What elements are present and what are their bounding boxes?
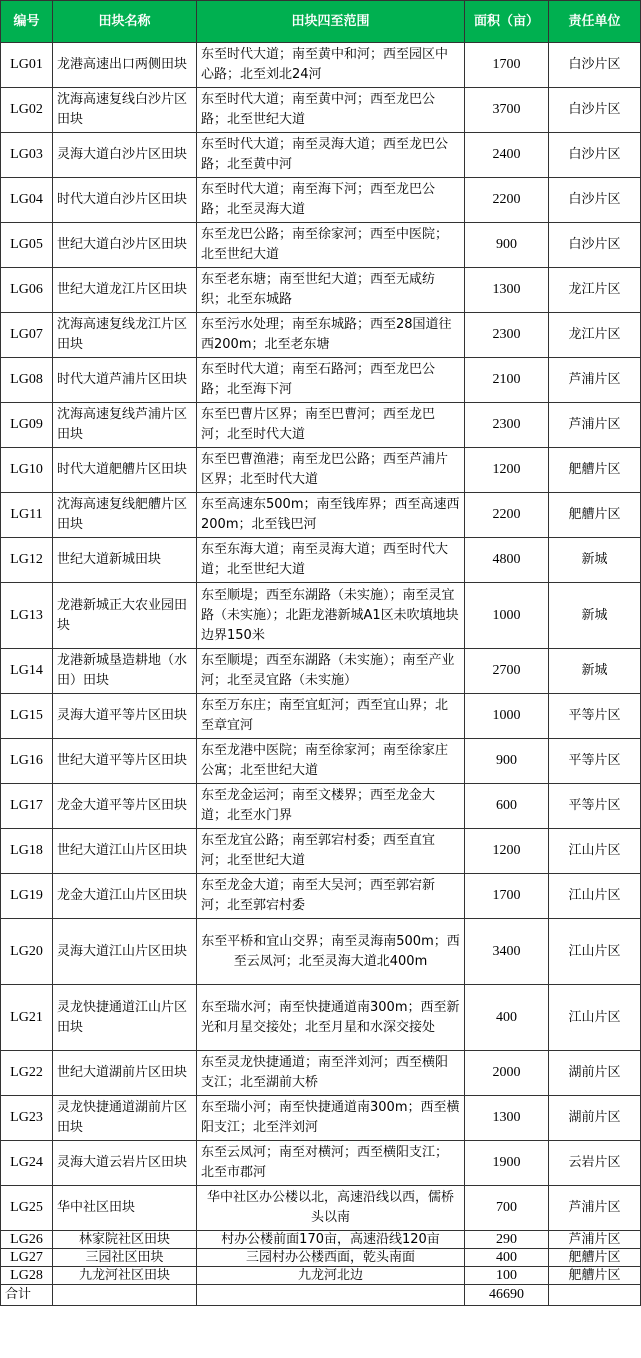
table-row <box>1 88 641 133</box>
total-empty-range <box>197 1285 465 1306</box>
table-row <box>1 874 641 919</box>
cell-unit: 芦浦片区 <box>549 1231 641 1249</box>
cell-range: 华中社区办公楼以北，高速沿线以西，儒桥头以南 <box>197 1186 465 1231</box>
cell-unit: 平等片区 <box>549 784 641 829</box>
cell-range: 东至时代大道；南至灵海大道；西至龙巴公路；北至黄中河 <box>197 133 465 178</box>
cell-unit: 新城 <box>549 538 641 583</box>
cell-area: 2300 <box>465 403 549 448</box>
header-range: 田块四至范围 <box>197 1 465 43</box>
cell-name: 灵海大道江山片区田块 <box>53 919 197 985</box>
cell-code: LG08 <box>1 358 53 403</box>
table-row <box>1 223 641 268</box>
cell-code: LG15 <box>1 694 53 739</box>
table-row <box>1 694 641 739</box>
cell-range: 东至龙巴公路；南至徐家河；西至中医院；北至世纪大道 <box>197 223 465 268</box>
cell-unit: 白沙片区 <box>549 133 641 178</box>
cell-name: 世纪大道江山片区田块 <box>53 829 197 874</box>
cell-range: 东至顺堤；西至东湖路（未实施）；南至产业河；北至灵宜路（未实施） <box>197 649 465 694</box>
cell-unit: 平等片区 <box>549 694 641 739</box>
cell-name: 三园社区田块 <box>53 1249 197 1267</box>
cell-unit: 新城 <box>549 649 641 694</box>
table-row <box>1 1141 641 1186</box>
cell-code: LG03 <box>1 133 53 178</box>
cell-code: LG05 <box>1 223 53 268</box>
cell-unit: 湖前片区 <box>549 1051 641 1096</box>
cell-unit: 白沙片区 <box>549 43 641 88</box>
cell-range: 东至巴曹片区界；南至巴曹河；西至龙巴河；北至时代大道 <box>197 403 465 448</box>
cell-name: 世纪大道龙江片区田块 <box>53 268 197 313</box>
cell-range: 东至瑞水河；南至快捷通道南300m；西至新光和月星交接处；北至月星和水深交接处 <box>197 985 465 1051</box>
cell-name: 时代大道舥艚片区田块 <box>53 448 197 493</box>
cell-name: 世纪大道白沙片区田块 <box>53 223 197 268</box>
cell-name: 沈海高速复线舥艚片区田块 <box>53 493 197 538</box>
table-row <box>1 1249 641 1267</box>
cell-code: LG19 <box>1 874 53 919</box>
cell-area: 290 <box>465 1231 549 1249</box>
cell-area: 2200 <box>465 178 549 223</box>
cell-code: LG06 <box>1 268 53 313</box>
cell-range: 东至万东庄；南至宜虹河；西至宜山界；北至章宜河 <box>197 694 465 739</box>
table-row <box>1 493 641 538</box>
cell-area: 1300 <box>465 1096 549 1141</box>
cell-unit: 白沙片区 <box>549 223 641 268</box>
cell-code: LG10 <box>1 448 53 493</box>
cell-area: 100 <box>465 1267 549 1285</box>
cell-code: LG16 <box>1 739 53 784</box>
cell-range: 东至时代大道；南至海下河；西至龙巴公路；北至灵海大道 <box>197 178 465 223</box>
table-row <box>1 1096 641 1141</box>
table-row <box>1 448 641 493</box>
cell-unit: 舥艚片区 <box>549 1249 641 1267</box>
cell-range: 三园村办公楼西面，乾头南面 <box>197 1249 465 1267</box>
cell-area: 600 <box>465 784 549 829</box>
total-empty-name <box>53 1285 197 1306</box>
cell-code: LG26 <box>1 1231 53 1249</box>
cell-range: 东至龙港中医院；南至徐家河；南至徐家庄公寓；北至世纪大道 <box>197 739 465 784</box>
cell-code: LG07 <box>1 313 53 358</box>
cell-name: 九龙河社区田块 <box>53 1267 197 1285</box>
cell-area: 3400 <box>465 919 549 985</box>
table-row <box>1 133 641 178</box>
cell-code: LG09 <box>1 403 53 448</box>
cell-range: 九龙河北边 <box>197 1267 465 1285</box>
table-row <box>1 739 641 784</box>
cell-range: 东至老东塘；南至世纪大道；西至无咸纺织；北至东城路 <box>197 268 465 313</box>
cell-range: 东至顺堤；西至东湖路（未实施）；南至灵宜路（未实施）；北距龙港新城A1区未吹填地块边界150米 <box>197 583 465 649</box>
cell-code: LG21 <box>1 985 53 1051</box>
cell-unit: 龙江片区 <box>549 268 641 313</box>
table-row <box>1 178 641 223</box>
table-row <box>1 1231 641 1249</box>
cell-unit: 江山片区 <box>549 919 641 985</box>
table-row <box>1 538 641 583</box>
cell-name: 灵海大道平等片区田块 <box>53 694 197 739</box>
cell-range: 东至污水处理；南至东城路；西至28国道往西200m；北至老东塘 <box>197 313 465 358</box>
cell-area: 900 <box>465 739 549 784</box>
cell-unit: 湖前片区 <box>549 1096 641 1141</box>
cell-code: LG01 <box>1 43 53 88</box>
cell-area: 2400 <box>465 133 549 178</box>
table-row <box>1 403 641 448</box>
table-row <box>1 784 641 829</box>
cell-name: 华中社区田块 <box>53 1186 197 1231</box>
cell-area: 2700 <box>465 649 549 694</box>
cell-range: 东至龙宜公路；南至郭宕村委；西至直宜河；北至世纪大道 <box>197 829 465 874</box>
cell-code: LG11 <box>1 493 53 538</box>
cell-area: 3700 <box>465 88 549 133</box>
cell-name: 龙金大道江山片区田块 <box>53 874 197 919</box>
table-row <box>1 1051 641 1096</box>
cell-code: LG02 <box>1 88 53 133</box>
header-area: 面积（亩） <box>465 1 549 43</box>
table-row <box>1 919 641 985</box>
cell-code: LG18 <box>1 829 53 874</box>
cell-unit: 舥艚片区 <box>549 493 641 538</box>
cell-code: LG12 <box>1 538 53 583</box>
cell-code: LG20 <box>1 919 53 985</box>
cell-range: 东至时代大道；南至黄中河；西至龙巴公路；北至世纪大道 <box>197 88 465 133</box>
cell-unit: 舥艚片区 <box>549 448 641 493</box>
cell-area: 2000 <box>465 1051 549 1096</box>
cell-unit: 舥艚片区 <box>549 1267 641 1285</box>
cell-code: LG25 <box>1 1186 53 1231</box>
cell-range: 东至时代大道；南至石路河；西至龙巴公路；北至海下河 <box>197 358 465 403</box>
cell-range: 东至平桥和宜山交界；南至灵海南500m；西至云凤河；北至灵海大道北400m <box>197 919 465 985</box>
cell-unit: 白沙片区 <box>549 88 641 133</box>
cell-area: 1300 <box>465 268 549 313</box>
cell-name: 沈海高速复线白沙片区田块 <box>53 88 197 133</box>
cell-area: 400 <box>465 1249 549 1267</box>
cell-area: 900 <box>465 223 549 268</box>
table-row <box>1 313 641 358</box>
cell-name: 世纪大道湖前片区田块 <box>53 1051 197 1096</box>
cell-area: 4800 <box>465 538 549 583</box>
cell-range: 村办公楼前面170亩，高速沿线120亩 <box>197 1231 465 1249</box>
cell-name: 时代大道芦浦片区田块 <box>53 358 197 403</box>
cell-code: LG22 <box>1 1051 53 1096</box>
table-row <box>1 649 641 694</box>
table-row <box>1 1267 641 1285</box>
cell-code: LG13 <box>1 583 53 649</box>
cell-area: 1900 <box>465 1141 549 1186</box>
cell-area: 1200 <box>465 829 549 874</box>
cell-area: 1700 <box>465 874 549 919</box>
cell-range: 东至龙金运河；南至文楼界；西至龙金大道；北至水门界 <box>197 784 465 829</box>
total-label: 合计 <box>1 1285 53 1306</box>
total-area: 46690 <box>465 1285 549 1306</box>
total-empty-unit <box>549 1285 641 1306</box>
cell-area: 1200 <box>465 448 549 493</box>
cell-name: 沈海高速复线龙江片区田块 <box>53 313 197 358</box>
cell-name: 灵海大道云岩片区田块 <box>53 1141 197 1186</box>
cell-unit: 江山片区 <box>549 874 641 919</box>
cell-unit: 龙江片区 <box>549 313 641 358</box>
cell-unit: 芦浦片区 <box>549 403 641 448</box>
cell-unit: 平等片区 <box>549 739 641 784</box>
cell-range: 东至瑞小河；南至快捷通道南300m；西至横阳支江；北至泮刘河 <box>197 1096 465 1141</box>
cell-unit: 江山片区 <box>549 985 641 1051</box>
header-row <box>1 1 641 43</box>
header-code: 编号 <box>1 1 53 43</box>
header-name: 田块名称 <box>53 1 197 43</box>
cell-area: 2100 <box>465 358 549 403</box>
cell-unit: 新城 <box>549 583 641 649</box>
cell-area: 1000 <box>465 583 549 649</box>
cell-range: 东至时代大道；南至黄中和河；西至园区中心路；北至刘北24河 <box>197 43 465 88</box>
cell-unit: 云岩片区 <box>549 1141 641 1186</box>
cell-name: 世纪大道新城田块 <box>53 538 197 583</box>
cell-range: 东至东海大道；南至灵海大道；西至时代大道；北至世纪大道 <box>197 538 465 583</box>
cell-name: 龙港新城垦造耕地（水田）田块 <box>53 649 197 694</box>
header-unit: 责任单位 <box>549 1 641 43</box>
cell-area: 1000 <box>465 694 549 739</box>
cell-name: 龙金大道平等片区田块 <box>53 784 197 829</box>
cell-range: 东至龙金大道；南至大吴河；西至郭宕新河；北至郭宕村委 <box>197 874 465 919</box>
cell-code: LG27 <box>1 1249 53 1267</box>
cell-area: 700 <box>465 1186 549 1231</box>
cell-name: 时代大道白沙片区田块 <box>53 178 197 223</box>
cell-unit: 白沙片区 <box>549 178 641 223</box>
table-row <box>1 583 641 649</box>
cell-name: 林家院社区田块 <box>53 1231 197 1249</box>
cell-range: 东至高速东500m；南至钱库界；西至高速西200m；北至钱巴河 <box>197 493 465 538</box>
table-row <box>1 43 641 88</box>
cell-name: 灵龙快捷通道湖前片区田块 <box>53 1096 197 1141</box>
total-row <box>1 1285 641 1306</box>
cell-code: LG24 <box>1 1141 53 1186</box>
table-row <box>1 358 641 403</box>
cell-name: 龙港高速出口两侧田块 <box>53 43 197 88</box>
cell-unit: 芦浦片区 <box>549 358 641 403</box>
cell-unit: 江山片区 <box>549 829 641 874</box>
cell-name: 龙港新城正大农业园田块 <box>53 583 197 649</box>
cell-code: LG14 <box>1 649 53 694</box>
table-row <box>1 829 641 874</box>
cell-range: 东至云凤河；南至对横河；西至横阳支江；北至市郡河 <box>197 1141 465 1186</box>
cell-area: 2300 <box>465 313 549 358</box>
cell-range: 东至巴曹渔港；南至龙巴公路；西至芦浦片区界；北至时代大道 <box>197 448 465 493</box>
table-body <box>1 43 641 1285</box>
cell-name: 灵海大道白沙片区田块 <box>53 133 197 178</box>
cell-area: 400 <box>465 985 549 1051</box>
cell-name: 灵龙快捷通道江山片区田块 <box>53 985 197 1051</box>
cell-name: 世纪大道平等片区田块 <box>53 739 197 784</box>
table-row <box>1 1186 641 1231</box>
cell-code: LG23 <box>1 1096 53 1141</box>
cell-code: LG04 <box>1 178 53 223</box>
table-row <box>1 985 641 1051</box>
cell-area: 2200 <box>465 493 549 538</box>
cell-code: LG28 <box>1 1267 53 1285</box>
cell-name: 沈海高速复线芦浦片区田块 <box>53 403 197 448</box>
cell-range: 东至灵龙快捷通道；南至泮刘河；西至横阳支江；北至湖前大桥 <box>197 1051 465 1096</box>
cell-code: LG17 <box>1 784 53 829</box>
table-row <box>1 268 641 313</box>
cell-unit: 芦浦片区 <box>549 1186 641 1231</box>
cell-area: 1700 <box>465 43 549 88</box>
